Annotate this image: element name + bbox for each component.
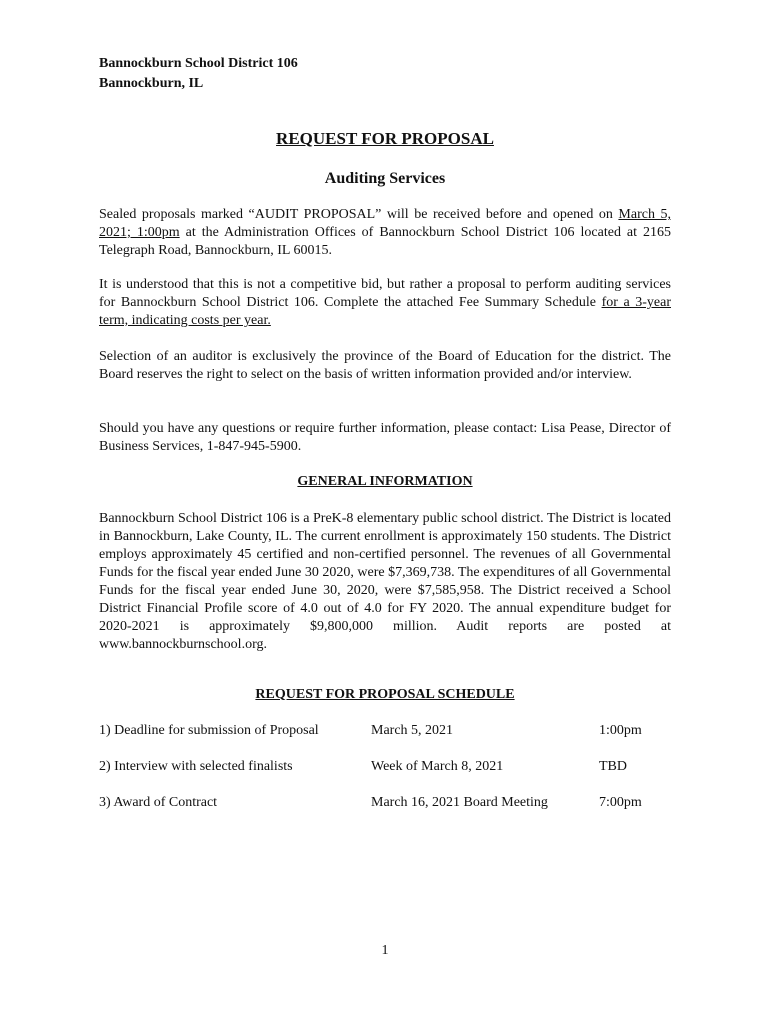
general-info-heading: GENERAL INFORMATION xyxy=(297,474,473,489)
schedule-time: 1:00pm xyxy=(599,723,642,738)
district-location: Bannockburn, IL xyxy=(99,76,204,91)
paragraph-selection: Selection of an auditor is exclusively the province of the Board of Education for the district. The Board reserves the right to select on the basis of written information provided and/or interview. xyxy=(99,349,671,382)
paragraph-not-competitive-bid xyxy=(99,276,671,330)
schedule-item: 3) Award of Contract xyxy=(99,795,218,810)
schedule-time: TBD xyxy=(599,759,627,774)
schedule-heading: REQUEST FOR PROPOSAL SCHEDULE xyxy=(255,687,515,702)
paragraph-contact: Should you have any questions or require further information, please contact: Lisa Pease, Director of Business Services, 1-847-945-5900. xyxy=(99,421,671,454)
schedule-row xyxy=(99,722,671,740)
schedule-date: March 5, 2021 xyxy=(371,723,454,738)
schedule-time: 7:00pm xyxy=(599,795,642,810)
schedule-item: 2) Interview with selected finalists xyxy=(99,759,293,774)
page-number: 1 xyxy=(381,943,389,958)
para2-term: for a 3-year term, indicating costs per year. xyxy=(99,295,671,328)
document-title: REQUEST FOR PROPOSAL xyxy=(276,129,494,148)
para1-text-b: at the Administration Offices of Bannockburn School District 106 located at 2165 Telegraph Road, Bannockburn, IL 60015. xyxy=(99,225,672,258)
general-info-body: Bannockburn School District 106 is a PreK-8 elementary public school district. The District is located in Bannockburn, Lake County, IL. The current enrollment is approximately 150 students. The District employs approximately 45 certified and non-certified personnel. The revenues of all Governmental Funds for the fiscal year ended June 30 2020, were $7,369,738. The expenditures of all Governmental Funds for the fiscal year ended June 30, 2020, were $7,585,958. The District received a School District Financial Profile score of 4.0 out of 4.0 for FY 2020. The annual expenditure budget for 2020-2021 is approximately $9,800,000 million. Audit reports are posted at www.bannockburnschool.org. xyxy=(99,511,671,652)
document-page xyxy=(99,54,672,810)
para1-text-a: Sealed proposals marked “AUDIT PROPOSAL” will be received before and opened on xyxy=(99,207,619,222)
para2-text: It is understood that this is not a competitive bid, but rather a proposal to perform auditing services for Bannockburn School District 106. Complete the attached Fee Summary Schedule xyxy=(99,277,671,310)
district-name: Bannockburn School District 106 xyxy=(99,56,298,71)
schedule-row xyxy=(99,758,671,776)
para1-deadline: March 5, 2021; 1:00pm xyxy=(99,207,671,240)
schedule-row xyxy=(99,794,671,812)
schedule-date: March 16, 2021 Board Meeting xyxy=(371,795,548,810)
document-subtitle: Auditing Services xyxy=(324,170,446,187)
schedule-date: Week of March 8, 2021 xyxy=(371,759,504,774)
schedule-item: 1) Deadline for submission of Proposal xyxy=(99,723,319,738)
paragraph-sealed-proposals xyxy=(99,206,671,260)
